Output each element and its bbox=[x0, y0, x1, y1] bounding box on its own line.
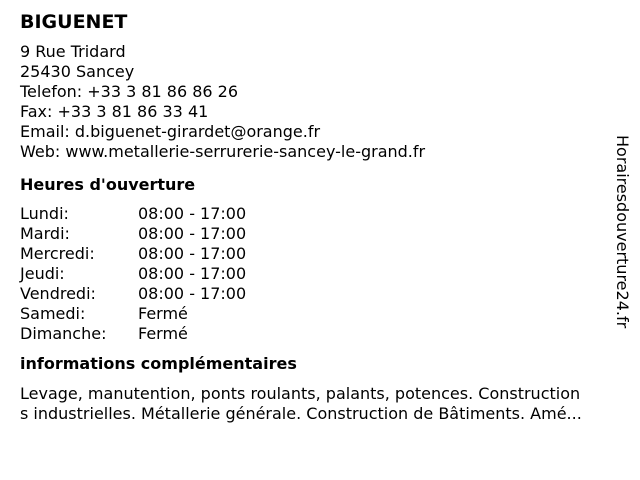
hours-row-friday bbox=[20, 284, 630, 304]
hours-time: 08:00 - 17:00 bbox=[138, 264, 247, 283]
hours-day: Dimanche: bbox=[20, 324, 107, 343]
site-watermark: Horairesdouverture24.fr bbox=[613, 135, 632, 329]
hours-row-thursday bbox=[20, 264, 630, 284]
hours-day: Vendredi: bbox=[20, 284, 96, 303]
description-line: s industrielles. Métallerie générale. Construction de Bâtiments. Amé... bbox=[20, 404, 582, 423]
address-street: 9 Rue Tridard bbox=[20, 42, 126, 61]
fax-text: Fax: +33 3 81 86 33 41 bbox=[20, 102, 209, 121]
website-text: Web: www.metallerie-serrurerie-sancey-le-grand.fr bbox=[20, 142, 426, 161]
contact-block bbox=[20, 42, 630, 162]
hours-row-tuesday bbox=[20, 224, 630, 244]
hours-day: Jeudi: bbox=[20, 264, 65, 283]
additional-info-description bbox=[20, 384, 630, 424]
hours-time: 08:00 - 17:00 bbox=[138, 244, 247, 263]
hours-time: 08:00 - 17:00 bbox=[138, 224, 247, 243]
hours-row-saturday bbox=[20, 304, 630, 324]
phone-text: Telefon: +33 3 81 86 86 26 bbox=[20, 82, 239, 101]
hours-day: Samedi: bbox=[20, 304, 86, 323]
additional-info-heading: informations complémentaires bbox=[20, 354, 297, 373]
hours-day: Mercredi: bbox=[20, 244, 95, 263]
opening-hours-heading: Heures d'ouverture bbox=[20, 175, 196, 194]
hours-time: Fermé bbox=[138, 304, 188, 323]
hours-row-wednesday bbox=[20, 244, 630, 264]
address-city: 25430 Sancey bbox=[20, 62, 135, 81]
hours-time: 08:00 - 17:00 bbox=[138, 204, 247, 223]
hours-time: Fermé bbox=[138, 324, 188, 343]
business-name: BIGUENET bbox=[20, 11, 128, 33]
description-line: Levage, manutention, ponts roulants, palants, potences. Construction bbox=[20, 384, 581, 403]
hours-row-sunday bbox=[20, 324, 630, 344]
email-text: Email: d.biguenet-girardet@orange.fr bbox=[20, 122, 321, 141]
business-card bbox=[20, 10, 630, 424]
hours-day: Mardi: bbox=[20, 224, 70, 243]
hours-day: Lundi: bbox=[20, 204, 69, 223]
opening-hours-table bbox=[20, 204, 630, 344]
hours-row-monday bbox=[20, 204, 630, 224]
hours-time: 08:00 - 17:00 bbox=[138, 284, 247, 303]
